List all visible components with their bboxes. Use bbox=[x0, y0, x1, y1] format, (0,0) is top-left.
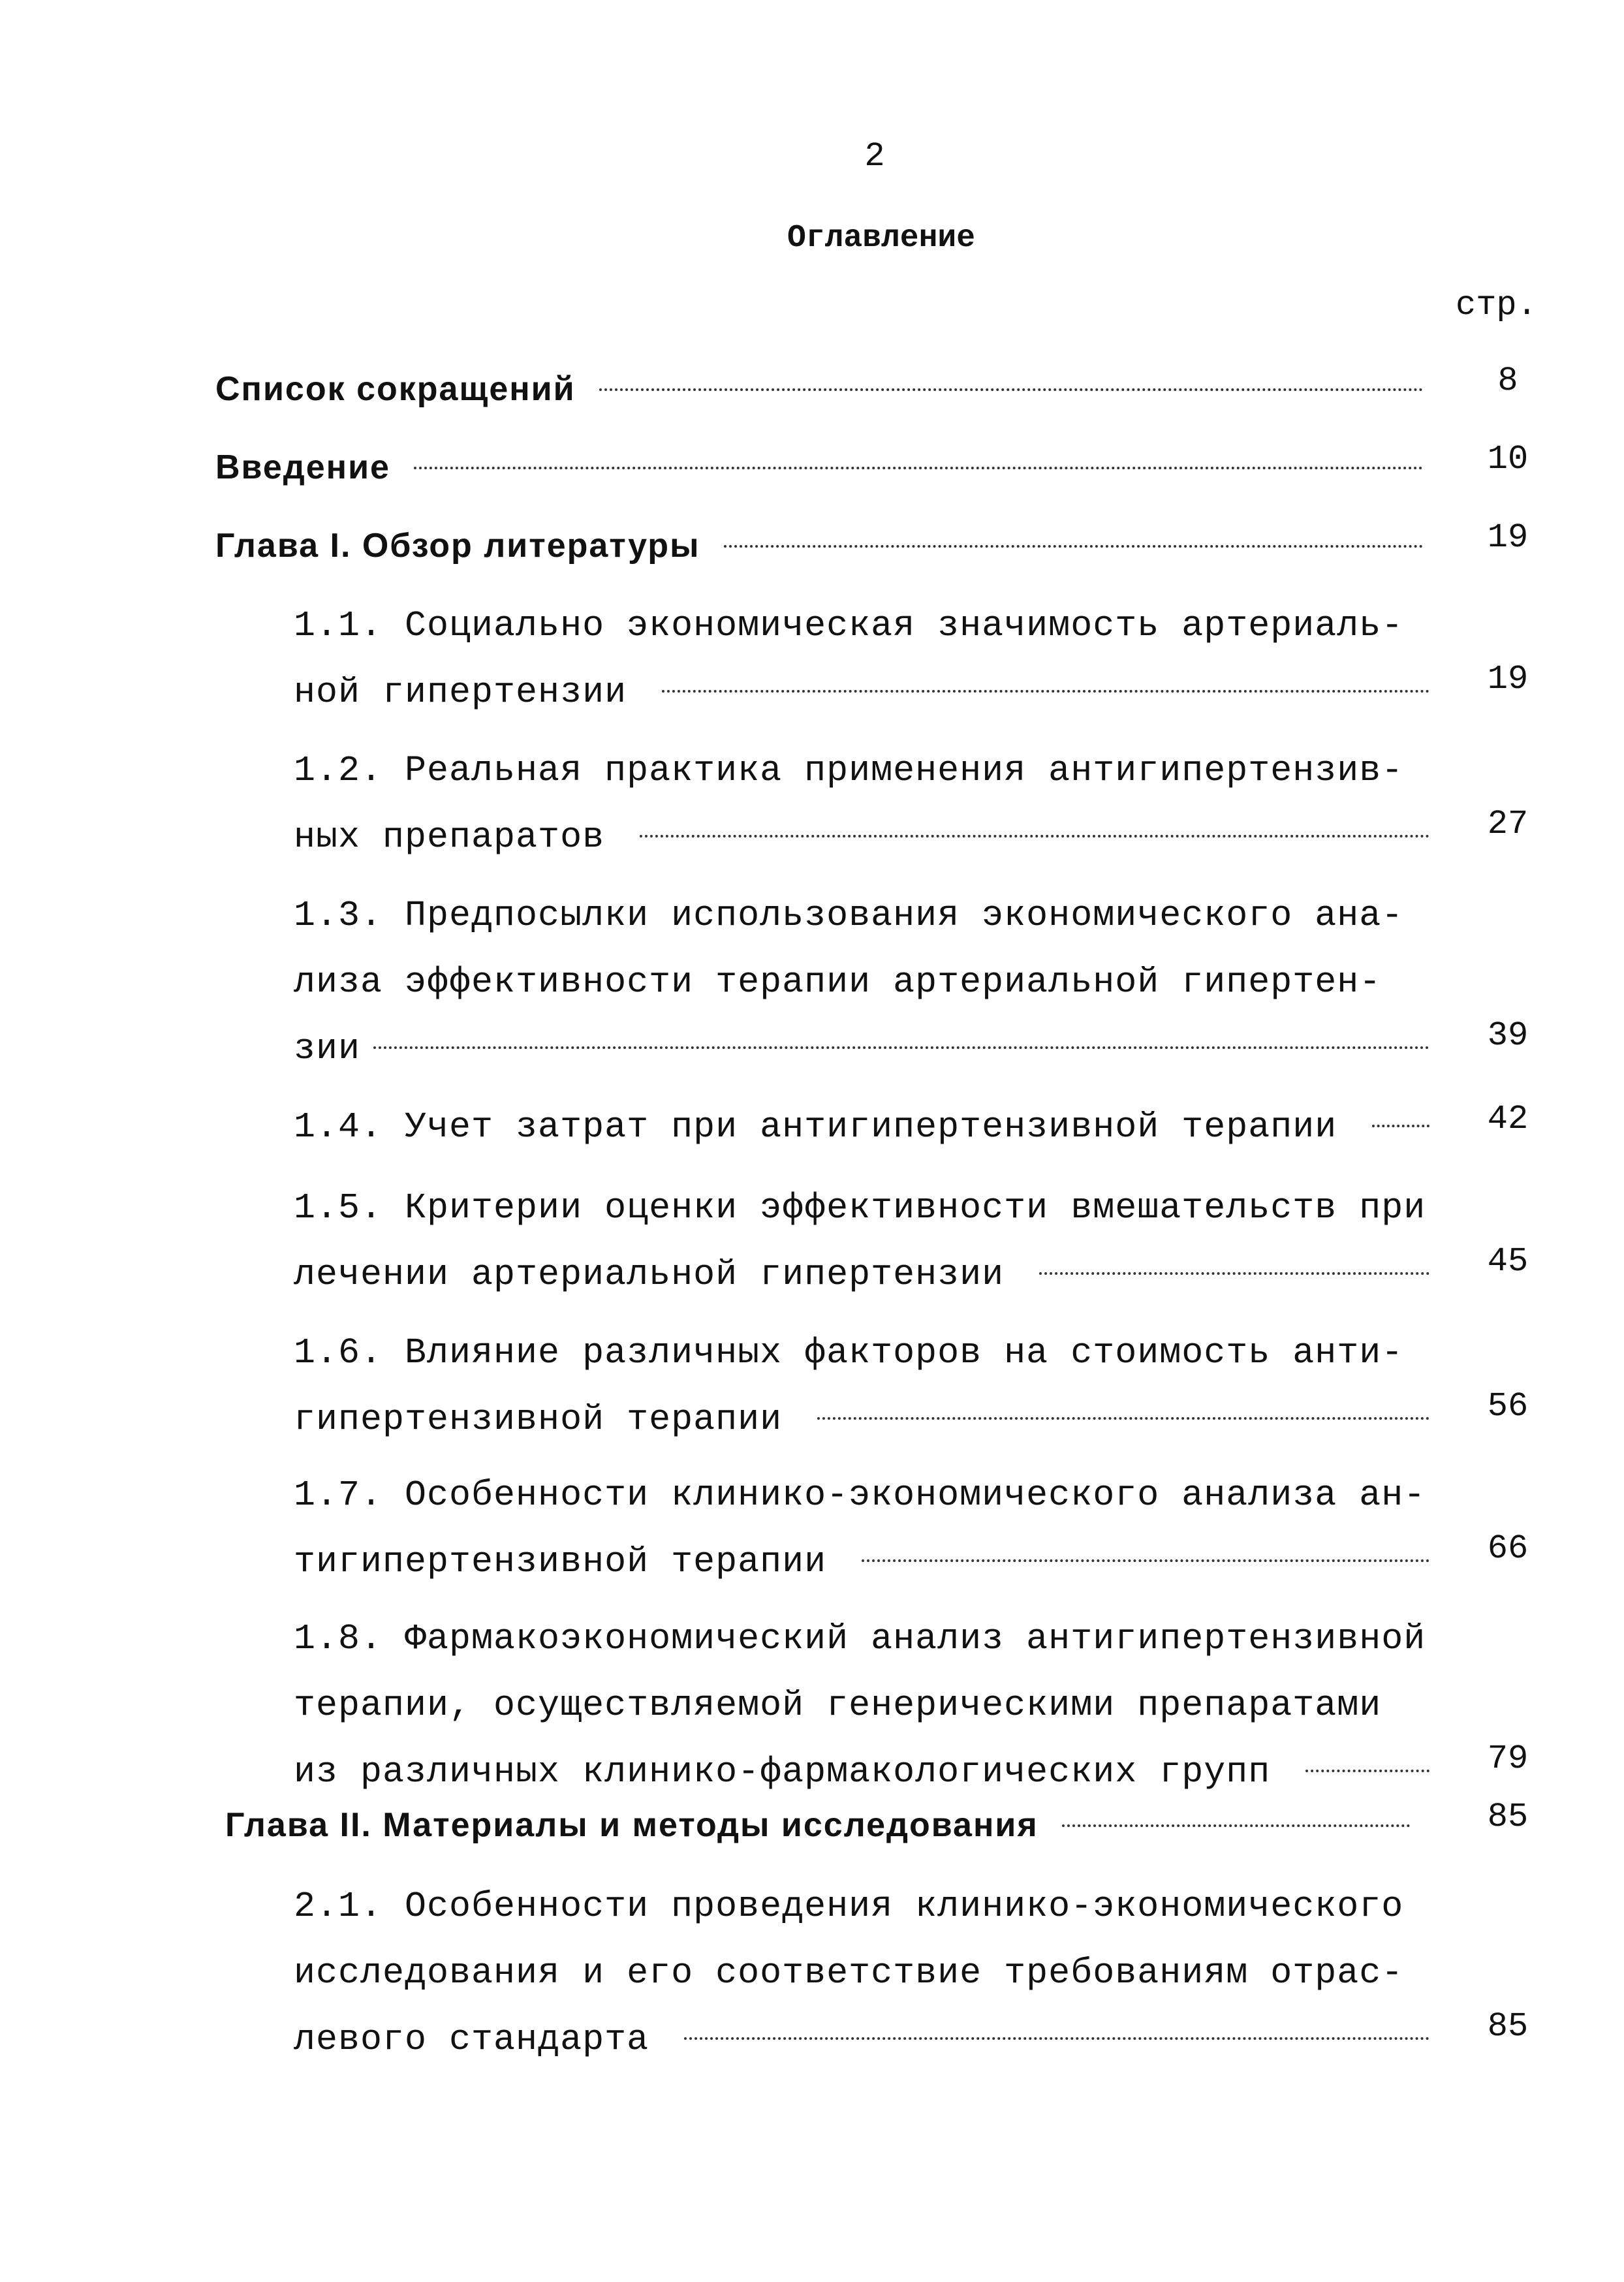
dot-leader bbox=[1039, 1272, 1429, 1275]
toc-page-number: 19 bbox=[1487, 660, 1529, 698]
toc-entry-line bbox=[215, 434, 1423, 501]
dot-leader bbox=[414, 467, 1423, 469]
toc-entry-line bbox=[294, 1094, 1429, 1161]
dot-leader bbox=[1305, 1770, 1429, 1772]
toc-entry-text: Введение bbox=[215, 448, 401, 486]
toc-page-number: 56 bbox=[1487, 1387, 1529, 1426]
toc-entry-line bbox=[294, 1672, 1429, 1739]
toc-entry[interactable] bbox=[294, 883, 1429, 1082]
toc-entry-line bbox=[294, 1320, 1429, 1386]
dot-leader bbox=[1372, 1125, 1429, 1127]
toc-entry[interactable] bbox=[294, 1320, 1429, 1453]
dot-leader bbox=[862, 1559, 1429, 1562]
toc-entry-text: зии bbox=[294, 1028, 361, 1069]
toc-entry-line bbox=[294, 1175, 1429, 1242]
toc-entry[interactable] bbox=[294, 738, 1429, 871]
toc-entry-text: ной гипертензии bbox=[294, 672, 649, 713]
toc-entry-text: 1.1. Социально экономическая значимость артериаль- bbox=[294, 605, 1404, 646]
toc-page-number: 45 bbox=[1487, 1242, 1529, 1281]
toc-page-number: 39 bbox=[1487, 1016, 1529, 1055]
toc-entry[interactable] bbox=[294, 1462, 1429, 1595]
toc-entry-line bbox=[294, 883, 1429, 949]
toc-entry-line bbox=[294, 1016, 1429, 1082]
toc-entry[interactable] bbox=[225, 1792, 1410, 1858]
toc-entry[interactable] bbox=[294, 1606, 1429, 1805]
toc-entry-text: 1.2. Реальная практика применения антигипертензив- bbox=[294, 750, 1404, 791]
toc-page-number: 8 bbox=[1497, 362, 1518, 400]
dot-leader bbox=[1062, 1824, 1410, 1827]
toc-entry-line bbox=[294, 804, 1429, 871]
toc-entry-text: 2.1. Особенности проведения клинико-экономического bbox=[294, 1886, 1404, 1927]
toc-entry-line bbox=[294, 659, 1429, 726]
toc-entry-text: Глава I. Обзор литературы bbox=[215, 527, 711, 565]
toc-entry-line bbox=[294, 1606, 1429, 1672]
toc-entry[interactable] bbox=[215, 356, 1423, 422]
toc-entry-line bbox=[215, 356, 1423, 422]
toc-entry-text: 1.3. Предпосылки использования экономического ана- bbox=[294, 895, 1404, 936]
toc-entry-text: Глава II. Материалы и методы исследования bbox=[225, 1806, 1050, 1844]
toc-entry-text: 1.7. Особенности клинико-экономического анализа ан- bbox=[294, 1475, 1426, 1516]
toc-entry-line bbox=[215, 512, 1423, 579]
toc-entry-text: 1.5. Критерии оценки эффективности вмешательств при bbox=[294, 1187, 1426, 1228]
toc-entry-text: терапии, осуществляемой генерическими препаратами bbox=[294, 1685, 1382, 1726]
toc-entry-line bbox=[294, 593, 1429, 659]
toc-page-number: 79 bbox=[1487, 1740, 1529, 1778]
toc-page-number: 19 bbox=[1487, 518, 1529, 557]
toc-entry-line bbox=[294, 949, 1429, 1016]
toc-entry[interactable] bbox=[294, 1175, 1429, 1308]
toc-page-number: 85 bbox=[1487, 1798, 1529, 1836]
dot-leader bbox=[724, 545, 1423, 548]
toc-entry-text: лиза эффективности терапии артериальной гипертен- bbox=[294, 961, 1382, 1003]
toc-entry-text: исследования и его соответствие требованиям отрас- bbox=[294, 1952, 1404, 1993]
page-number: 2 bbox=[864, 137, 885, 176]
toc-page-number: 42 bbox=[1487, 1100, 1529, 1138]
toc-page-number: 85 bbox=[1487, 2007, 1529, 2046]
toc-entry-text: лечении артериальной гипертензии bbox=[294, 1254, 1027, 1295]
dot-leader bbox=[817, 1417, 1429, 1420]
toc-entry-text: ных препаратов bbox=[294, 817, 627, 858]
toc-title: Оглавление bbox=[787, 221, 976, 256]
toc-entry[interactable] bbox=[215, 434, 1423, 501]
dot-leader bbox=[373, 1046, 1429, 1049]
toc-entry-text: гипертензивной терапии bbox=[294, 1399, 805, 1440]
toc-entry-text: Список сокращений bbox=[215, 370, 587, 408]
toc-entry-line bbox=[294, 2007, 1429, 2073]
toc-entry-text: левого стандарта bbox=[294, 2019, 672, 2060]
toc-entry-line bbox=[294, 1873, 1429, 1940]
dot-leader bbox=[640, 835, 1429, 837]
toc-entry-line bbox=[294, 1529, 1429, 1595]
toc-entry-line bbox=[294, 1462, 1429, 1529]
dot-leader bbox=[662, 690, 1429, 693]
toc-entry[interactable] bbox=[294, 593, 1429, 726]
toc-page-number: 10 bbox=[1487, 440, 1529, 478]
toc-entry-line bbox=[294, 738, 1429, 804]
toc-entry[interactable] bbox=[215, 512, 1423, 579]
toc-entry-text: 1.8. Фармакоэкономический анализ антигипертензивной bbox=[294, 1618, 1426, 1659]
toc-entry[interactable] bbox=[294, 1094, 1429, 1161]
dot-leader bbox=[684, 2037, 1429, 2040]
toc-entry-text: 1.6. Влияние различных факторов на стоимость анти- bbox=[294, 1332, 1404, 1373]
toc-entry-text: 1.4. Учет затрат при антигипертензивной терапии bbox=[294, 1106, 1360, 1148]
toc-entry-line bbox=[294, 1940, 1429, 2007]
toc-page-number: 66 bbox=[1487, 1529, 1529, 1568]
toc-entry-line bbox=[294, 1386, 1429, 1453]
page-column-label: стр. bbox=[1456, 286, 1537, 324]
dot-leader bbox=[599, 388, 1423, 391]
toc-entry[interactable] bbox=[294, 1873, 1429, 2073]
toc-entry-line bbox=[294, 1242, 1429, 1308]
toc-entry-line bbox=[225, 1792, 1410, 1858]
toc-entry-text: из различных клинико-фармакологических групп bbox=[294, 1751, 1293, 1792]
toc-entry-text: тигипертензивной терапии bbox=[294, 1541, 849, 1582]
toc-page-number: 27 bbox=[1487, 805, 1529, 843]
